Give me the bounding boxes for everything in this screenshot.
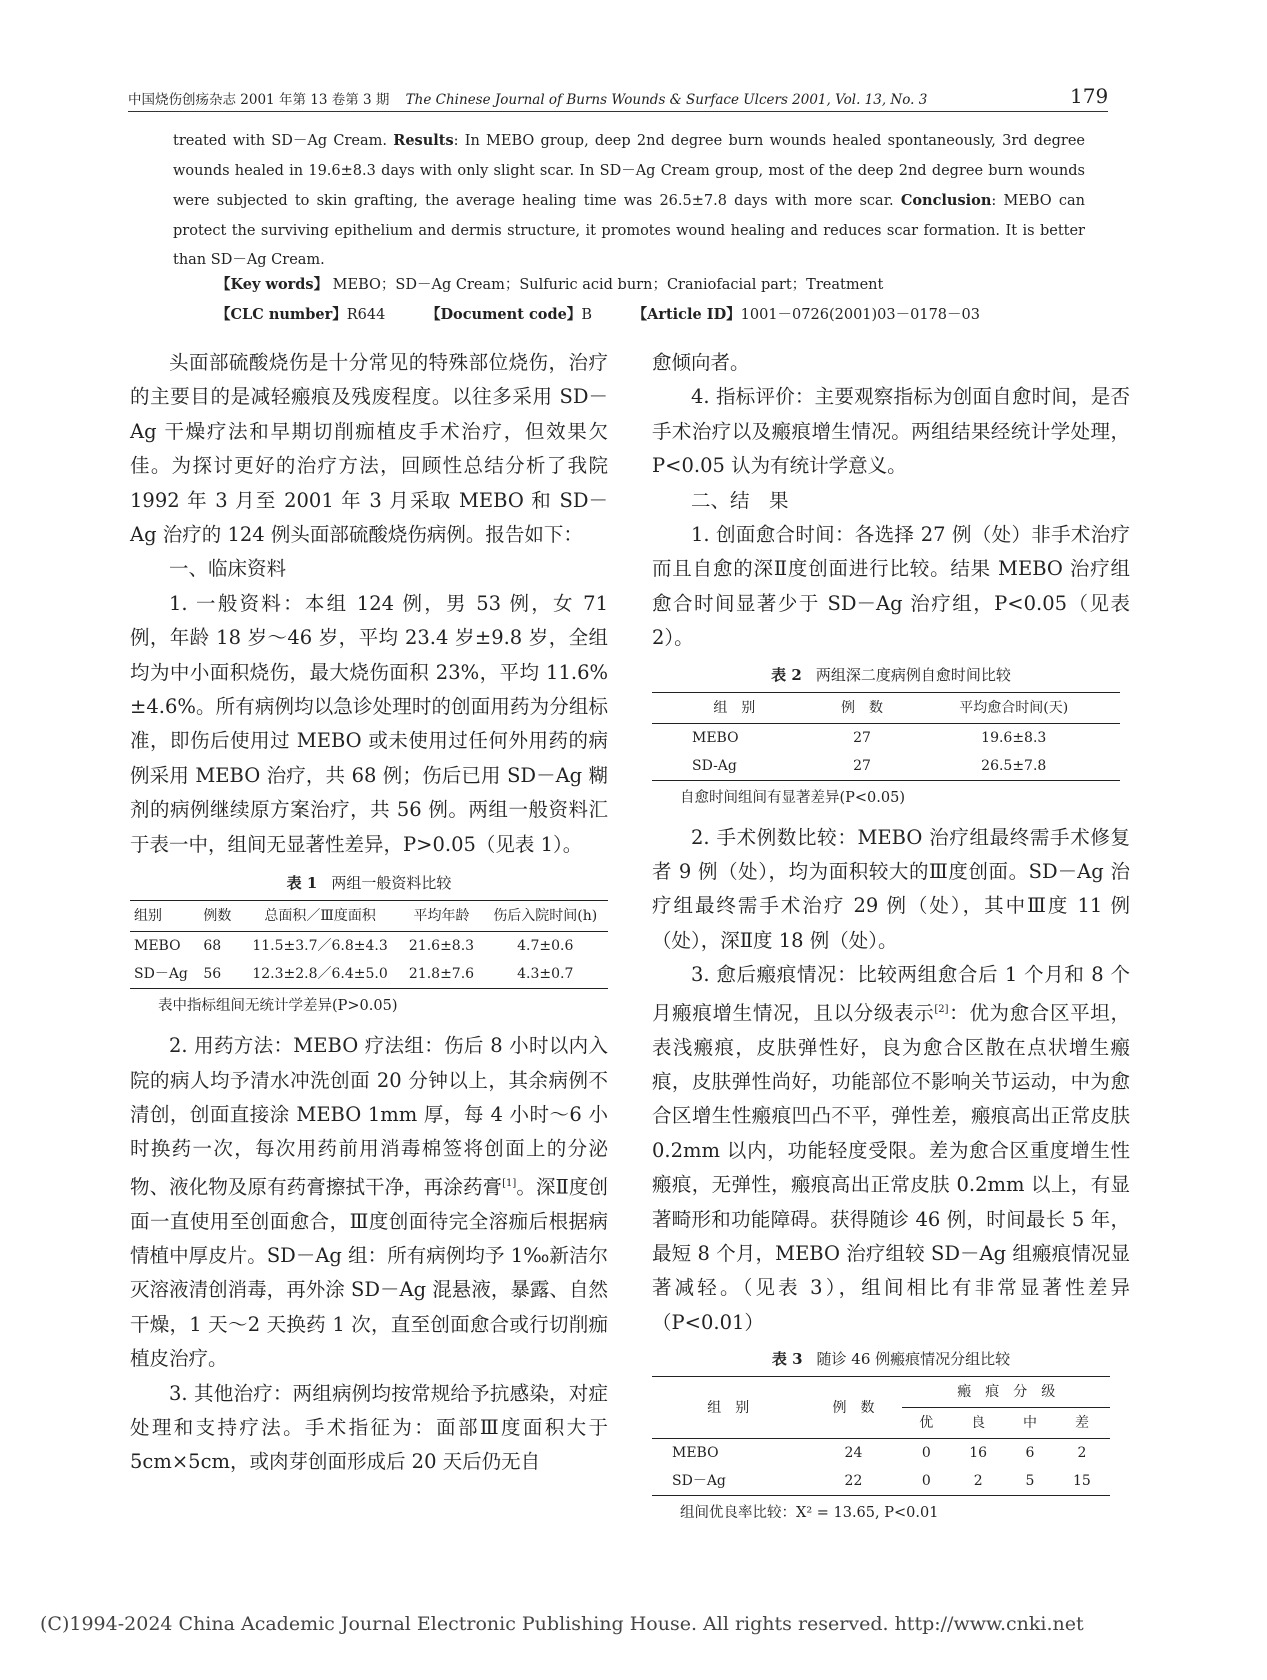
- document-code: [426, 307, 610, 323]
- table-row: [130, 960, 608, 989]
- table-2-grid: [652, 692, 1120, 781]
- table-1-header: 平均年龄: [413, 908, 470, 925]
- table-3-header-count: 例 数: [805, 1377, 903, 1439]
- table-cell: SD－Ag: [134, 966, 188, 983]
- table-1-grid: [130, 900, 608, 989]
- table-cell: 21.6±8.3: [408, 938, 475, 955]
- scar-text: 3. 愈后瘢痕情况：比较两组愈合后 1 个月和 8 个月瘢痕增生情况，且以分级表示: [652, 963, 1130, 1025]
- table-3-grade: 良: [971, 1415, 986, 1432]
- citation-ref: [1]: [502, 1177, 517, 1189]
- section-heading-clinical: 一、临床资料: [169, 557, 287, 581]
- evaluation-paragraph: 4. 指标评价：主要观察指标为创面自愈时间，是否手术治疗以及瘢痕增生情况。两组结果经统计学处理，P<0.05 认为有统计学意义。: [652, 385, 1130, 478]
- table-cell: SD－Ag: [672, 1473, 726, 1490]
- table-cell: MEBO: [692, 729, 739, 746]
- clc-label: 【CLC number】: [216, 306, 347, 323]
- table-2-note: 自愈时间组间有显著差异(P<0.05): [680, 789, 906, 806]
- table-cell: 19.6±8.3: [981, 729, 1047, 746]
- english-abstract: [173, 126, 1085, 276]
- table-cell: 0: [921, 1473, 931, 1490]
- table-3-caption: [652, 1346, 1130, 1372]
- table-3-grade: 中: [1023, 1415, 1038, 1432]
- table-cell: 68: [203, 938, 222, 955]
- table-cell: 22: [844, 1473, 863, 1490]
- table-1-note: 表中指标组间无统计学差异(P>0.05): [158, 998, 398, 1015]
- surgery-paragraph: 2. 手术例数比较：MEBO 治疗组最终需手术修复者 9 例（处），均为面积较大的Ⅲ度创面。SD－Ag 治疗组最终需手术治疗 29 例（处），其中Ⅲ度 11 例（处），深Ⅱ度 18 例（处）。: [652, 825, 1130, 952]
- table-cell: 21.8±7.6: [408, 966, 475, 983]
- table-cell: 15: [1073, 1473, 1091, 1490]
- copyright-footer: (C)1994-2024 China Academic Journal Electronic Publishing House. All rights reserved. http://www.cnki.net: [40, 1613, 1084, 1635]
- article-value: 1001－0726(2001)03－0178－03: [740, 307, 980, 323]
- left-column: [130, 346, 608, 1480]
- healing-time-paragraph: 1. 创面愈合时间：各选择 27 例（处）非手术治疗而且自愈的深Ⅱ度创面进行比较。结果 MEBO 治疗组愈合时间显著少于 SD－Ag 治疗组，P<0.05（见表 2）。: [652, 523, 1130, 650]
- table-cell: MEBO: [134, 938, 181, 955]
- running-header: [128, 88, 927, 108]
- table-1-caption: [130, 870, 608, 896]
- journal-title-cn: 中国烧伤创疡杂志 2001 年第 13 卷第 3 期: [128, 92, 390, 108]
- table-cell: 4.3±0.7: [517, 966, 574, 983]
- table-3: [652, 1346, 1130, 1526]
- table-cell: 5: [1025, 1473, 1035, 1490]
- table-2-number: 表 2: [771, 665, 802, 684]
- keywords-label: 【Key words】: [216, 276, 329, 293]
- table-row: [652, 1439, 1110, 1468]
- table-2-title: 两组深二度病例自愈时间比较: [815, 665, 1011, 684]
- doc-label: 【Document code】: [425, 306, 582, 323]
- table-cell: 2: [973, 1473, 983, 1490]
- scar-text-2: ：优为愈合区平坦，表浅瘢痕，皮肤弹性好，良为愈合区散在点状增生瘢痕，皮肤弹性尚好，功能部位不影响关节运动，中为愈合区增生性瘢痕凹凸不平，弹性差，瘢痕高出正常皮肤 0.2mm 以内，功能轻度受限。差为愈合区重度增生性瘢痕，无弹性，瘢痕高出正常皮肤 0.2mm 以上，有显著畸形和功能障碍。获得随诊 46 例，时间最长 5 年，最短 8 个月，MEBO 治疗组较 SD－Ag 组瘢痕情况显著减轻。（见表 3），组间相比有非常显著性差异（P<0.01）: [652, 1001, 1130, 1334]
- table-cell: MEBO: [672, 1445, 719, 1462]
- table-3-note: 组间优良率比较：X² = 13.65, P<0.01: [680, 1505, 939, 1522]
- table-cell: 56: [203, 966, 222, 983]
- table-2-header: 例 数: [841, 699, 884, 716]
- table-3-header-grade: 瘢 痕 分 级: [902, 1377, 1110, 1408]
- clc-value: R644: [346, 307, 386, 323]
- table-cell: 2: [1077, 1445, 1087, 1462]
- table-cell: 27: [853, 757, 871, 774]
- continuation-paragraph: 愈倾向者。: [652, 351, 750, 374]
- table-row: [652, 752, 1120, 781]
- table-2-caption: [652, 662, 1130, 688]
- table-3-header-group: 组 别: [652, 1377, 805, 1439]
- header-rule: [128, 111, 1108, 112]
- table-row: [652, 723, 1120, 752]
- journal-title-en: The Chinese Journal of Burns Wounds & Surface Ulcers 2001, Vol. 13, No. 3: [405, 92, 928, 108]
- article-id: [633, 307, 998, 323]
- table-2-header: 平均愈合时间(天): [959, 699, 1069, 716]
- article-label: 【Article ID】: [632, 306, 741, 323]
- table-3-grade: 优: [919, 1415, 934, 1432]
- other-treatment-paragraph: 3. 其他治疗：两组病例均按常规给予抗感染，对症处理和支持疗法。手术指征为：面部Ⅲ度面积大于 5cm×5cm，或肉芽创面形成后 20 天后仍无自: [130, 1381, 608, 1474]
- intro-paragraph: 头面部硫酸烧伤是十分常见的特殊部位烧伤，治疗的主要目的是减轻瘢痕及残废程度。以往多采用 SD－Ag 干燥疗法和早期切削痂植皮手术治疗，但效果欠佳。为探讨更好的治疗方法，回顾性总结分析了我院 1992 年 3 月至 2001 年 3 月采取 MEBO 和 SD－Ag 治疗的 124 例头面部硫酸烧伤病例。报告如下：: [130, 351, 608, 547]
- table-cell: 4.7±0.6: [517, 938, 574, 955]
- scar-paragraph: [652, 958, 1130, 1340]
- right-column: [652, 346, 1130, 1536]
- table-cell: SD-Ag: [692, 757, 737, 774]
- method-text-2: 。深Ⅱ度创面一直使用至创面愈合，Ⅲ度创面待完全溶痂后根据病情植中厚皮片。SD－Ag 组：所有病例均予 1‰新洁尔灭溶液清创消毒，再外涂 SD－Ag 混悬液，暴露、自然干燥，1 天～2 天换药 1 次，直至创面愈合或行切削痂植皮治疗。: [130, 1175, 608, 1371]
- table-2-header: 组 别: [713, 699, 756, 716]
- table-cell: 26.5±7.8: [981, 757, 1047, 774]
- table-cell: 16: [969, 1445, 988, 1462]
- conclusion-label: Conclusion: [900, 192, 992, 209]
- table-cell: 27: [853, 729, 871, 746]
- method-paragraph: [130, 1029, 608, 1377]
- table-row: [130, 932, 608, 961]
- results-text: : In MEBO group, deep 2nd degree burn wounds healed spontaneously, 3rd degree wounds healed in 19.6±8.3 days with only slight scar. In SD－Ag Cream group, most of the deep 2nd degree burn wounds were subjected to skin grafting, the average healing time was 26.5±7.8 days with more scar.: [173, 133, 1086, 209]
- table-1-header: 伤后入院时间(h): [493, 908, 598, 925]
- table-1-number: 表 1: [286, 874, 318, 893]
- table-1-header: 总面积／Ⅲ度面积: [264, 908, 376, 925]
- table-cell: 24: [844, 1445, 863, 1462]
- table-cell: 0: [921, 1445, 931, 1462]
- conclusion-text: : MEBO can protect the surviving epithelium and dermis structure, it promotes wound healing and reduces scar formation. It is better than SD－Ag Cream.: [173, 193, 1085, 268]
- table-3-title: 随诊 46 例瘢痕情况分组比较: [816, 1350, 1011, 1369]
- citation-ref: [2]: [934, 1003, 949, 1015]
- table-cell: 6: [1025, 1445, 1035, 1462]
- abstract-pre: treated with SD－Ag Cream.: [173, 133, 394, 149]
- table-2: [652, 662, 1130, 811]
- table-cell: 12.3±2.8／6.4±5.0: [252, 966, 388, 983]
- table-cell: 11.5±3.7／6.8±4.3: [252, 938, 388, 955]
- table-row: [652, 1467, 1110, 1496]
- results-label: Results: [393, 132, 454, 149]
- clc-number: [216, 307, 403, 323]
- table-1-header: 组别: [134, 908, 162, 925]
- doc-value: B: [581, 307, 592, 323]
- general-data-paragraph: 1. 一般资料：本组 124 例，男 53 例，女 71 例，年龄 18 岁～46 岁，平均 23.4 岁±9.8 岁，全组均为中小面积烧伤，最大烧伤面积 23%，平均 11.6%±4.6%。所有病例均以急诊处理时的创面用药为分组标准，即伤后使用过 MEBO 或未使用过任何外用药的病例采用 MEBO 治疗，共 68 例；伤后已用 SD－Ag 糊剂的病例继续原方案治疗，共 56 例。两组一般资料汇于表一中，组间无显著性差异，P>0.05（见表 1）。: [130, 591, 608, 856]
- table-3-grid: [652, 1376, 1110, 1496]
- table-1-header: 例数: [203, 908, 232, 925]
- method-text: 2. 用药方法：MEBO 疗法组：伤后 8 小时以内入院的病人均予清水冲洗创面 20 分钟以上，其余病例不清创，创面直接涂 MEBO 1mm 厚，每 4 小时～6 小时换药一次，每次用药前用消毒棉签将创面上的分泌物、液化物及原有药膏擦拭干净，再涂药膏: [130, 1034, 608, 1199]
- page-number: 179: [1070, 84, 1109, 108]
- table-3-number: 表 3: [771, 1350, 803, 1369]
- section-heading-results: 二、结 果: [691, 488, 789, 512]
- table-1-title: 两组一般资料比较: [331, 874, 452, 893]
- table-3-grade: 差: [1074, 1415, 1089, 1432]
- classification-line: [216, 303, 1016, 324]
- table-1: [130, 870, 608, 1019]
- keywords: [216, 273, 883, 294]
- keywords-text: MEBO；SD－Ag Cream；Sulfuric acid burn；Craniofacial part；Treatment: [328, 277, 884, 293]
